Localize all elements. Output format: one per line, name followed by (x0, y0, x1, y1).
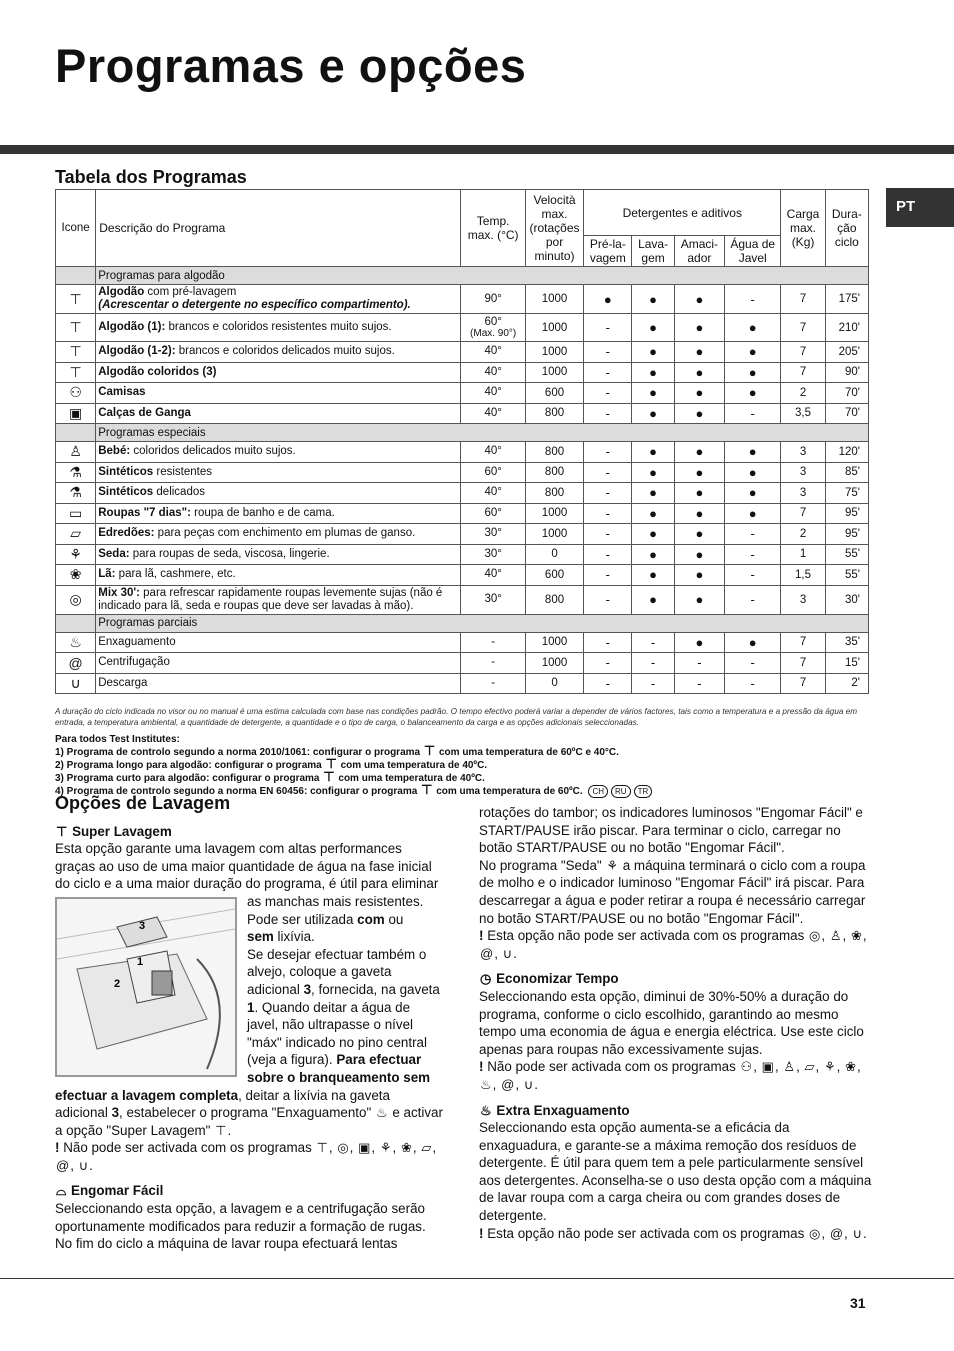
bleach-cell: ● (725, 483, 781, 504)
pre-cell: - (584, 383, 632, 404)
program-row (56, 362, 869, 383)
soft-cell: ● (674, 362, 724, 383)
speed-cell: 0 (525, 673, 583, 694)
speed-cell: 600 (525, 565, 583, 586)
load-cell: 3,5 (781, 403, 825, 424)
duration-cell: 70' (825, 383, 868, 404)
program-row (56, 503, 869, 524)
soft-cell: ● (674, 632, 724, 653)
mix30-icon: ◎ (809, 1225, 821, 1241)
program-row (56, 314, 869, 342)
bleach-cell: - (725, 524, 781, 545)
program-description: Mix 30': para refrescar rapidamente roupas levemente sujas (não é indicado para lã, seda e roupas que deve ser lavadas à mão). (96, 585, 461, 614)
temp-cell: 40° (461, 383, 525, 404)
temp-cell: 40° (461, 442, 525, 463)
program-description: Sintéticos delicados (96, 483, 461, 504)
easy-iron-text-continued: rotações do tambor; os indicadores luminosos "Engomar Fácil" e START/PAUSE irão piscar. Para terminar o ciclo, carregar no botão START/PAUSE ou no botão "Engomar Fácil". (479, 805, 863, 856)
pre-cell: - (584, 342, 632, 363)
drain-icon: ∪ (56, 673, 96, 694)
soft-cell: ● (674, 342, 724, 363)
bleach-cell: ● (725, 632, 781, 653)
pre-cell: - (584, 442, 632, 463)
pre-cell: - (584, 632, 632, 653)
language-tab: PT (886, 188, 954, 227)
soft-cell: ● (674, 285, 724, 314)
wash-cell: ● (632, 503, 674, 524)
load-cell: 1,5 (781, 565, 825, 586)
wool-icon: ❀ (845, 1059, 856, 1075)
bleach-cell: - (725, 673, 781, 694)
wash-cell: ● (632, 544, 674, 565)
figure-label-1: 1 (137, 955, 144, 968)
mix30-icon: ◎ (337, 1140, 349, 1156)
pre-cell: - (584, 524, 632, 545)
temp-cell: 60° (461, 462, 525, 483)
speed-cell: 800 (525, 403, 583, 424)
speed-cell: 1000 (525, 503, 583, 524)
spin-icon: @ (56, 1157, 70, 1173)
program-description: Lã: para lã, cashmere, etc. (96, 565, 461, 586)
program-description: Bebé: coloridos delicados muito sujos. (96, 442, 461, 463)
rinse-icon: ♨ (480, 1102, 492, 1118)
temp-cell: 60° (461, 503, 525, 524)
temp-cell: 90° (461, 285, 525, 314)
test-institutes-notes (55, 734, 875, 798)
options-right-column (479, 804, 874, 1242)
speed-cell: 1000 (525, 632, 583, 653)
footer-rule (0, 1278, 954, 1279)
speed-cell: 1000 (525, 342, 583, 363)
clock-icon: ◷ (480, 971, 492, 987)
pre-cell: - (584, 653, 632, 674)
time-saver-text: Seleccionando esta opção, diminui de 30%-50% a duração do programa, conforme o ciclo escolhido, garantindo ao mesmo tempo uma economia de água e energia eléctrica. Use este ciclo apenas para roupas não excessivamente sujas. (479, 988, 864, 1057)
bleach-cell: - (725, 653, 781, 674)
speed-cell: 600 (525, 383, 583, 404)
program-description: Calças de Ganga (96, 403, 461, 424)
header-bleach: Água de Javel (725, 236, 781, 267)
bleach-cell: - (725, 585, 781, 614)
easy-iron-text: Seleccionando esta opção, a lavagem e a centrifugação serão oportunamente modificados para reduzir a formação de rugas. No fim do ciclo a máquina de lavar roupa efectuará lentas (55, 1201, 426, 1252)
program-description: Roupas "7 dias": roupa de banho e de cama. (96, 503, 461, 524)
cotton-icon: ⊤ (56, 314, 96, 342)
duration-cell: 2' (825, 673, 868, 694)
program-row (56, 462, 869, 483)
load-cell: 7 (781, 503, 825, 524)
cotton-colours-icon: ⊤ (323, 769, 335, 784)
cotton-prewash-icon: ⊤ (316, 1140, 328, 1156)
rinse-icon: ♨ (480, 1076, 492, 1092)
wash-cell: ● (632, 483, 674, 504)
drain-icon: ∪ (502, 945, 513, 961)
speed-cell: 800 (525, 462, 583, 483)
shirts-icon: ⚇ (740, 1059, 753, 1075)
silk-icon: ⚘ (823, 1059, 836, 1075)
wool-icon: ❀ (850, 928, 862, 944)
temp-cell: 40° (461, 565, 525, 586)
duration-cell: 205' (825, 342, 868, 363)
wash-cell: ● (632, 565, 674, 586)
mix30-icon: ◎ (809, 928, 821, 944)
program-description: Algodão coloridos (3) (96, 362, 461, 383)
pre-cell: - (584, 544, 632, 565)
time-saver-heading: ◷ Economizar Tempo (480, 971, 619, 987)
duration-cell: 175' (825, 285, 868, 314)
wash-cell: ● (632, 403, 674, 424)
program-row (56, 653, 869, 674)
program-description: Sintéticos resistentes (96, 462, 461, 483)
temp-cell: 30° (461, 524, 525, 545)
cotton-prewash-icon: ⊤ (56, 285, 96, 314)
soft-cell: ● (674, 565, 724, 586)
spin-icon: @ (829, 1225, 844, 1241)
temp-cell: 40° (461, 483, 525, 504)
load-cell: 7 (781, 673, 825, 694)
load-cell: 7 (781, 653, 825, 674)
header-wash: Lava-gem (632, 236, 674, 267)
header-temp: Temp. max. (°C) (461, 190, 525, 267)
jeans-icon: ▣ (761, 1059, 774, 1075)
duration-cell: 75' (825, 483, 868, 504)
pre-cell: - (584, 462, 632, 483)
cotton-icon: ⊤ (421, 782, 433, 797)
rinse-icon: ♨ (375, 1105, 388, 1121)
load-cell: 3 (781, 442, 825, 463)
temp-cell: 30° (461, 585, 525, 614)
header-softener: Amaci-ador (674, 236, 724, 267)
speed-cell: 800 (525, 483, 583, 504)
program-row (56, 585, 869, 614)
pre-cell: - (584, 565, 632, 586)
spin-icon: @ (56, 653, 96, 674)
bleach-cell: - (725, 285, 781, 314)
temp-cell: 60° (Max. 90°) (461, 314, 525, 342)
bleach-cell: ● (725, 383, 781, 404)
duration-cell: 95' (825, 503, 868, 524)
duration-cell: 15' (825, 653, 868, 674)
program-row (56, 632, 869, 653)
speed-cell: 1000 (525, 285, 583, 314)
load-cell: 2 (781, 383, 825, 404)
duvet-icon: ▱ (804, 1059, 815, 1075)
baby-icon: ♙ (56, 442, 96, 463)
page-number: 31 (850, 1295, 866, 1311)
load-cell: 7 (781, 632, 825, 653)
wash-cell: ● (632, 342, 674, 363)
test-note-3: 3) Programa curto para algodão: configurar o programa ⊤ com uma temperatura de 40ºC. (55, 769, 485, 784)
duration-cell: 55' (825, 544, 868, 565)
duration-footnote: A duração do ciclo indicada no visor ou no manual é uma estima calculada com base nas condições padrão. O tempo efectivo poderá variar a depender de vários factores, tais como a temperatura e a pressão da água em entrada, a temperatura ambiental, a quantidade de detergente, a quantidade e o tipo de carga, o balanceamento da carga e as opções adicionais seleccionadas. (55, 707, 858, 727)
duration-cell: 90' (825, 362, 868, 383)
spin-icon: @ (480, 945, 494, 961)
duration-cell: 30' (825, 585, 868, 614)
program-row (56, 673, 869, 694)
program-row (56, 403, 869, 424)
pre-cell: - (584, 483, 632, 504)
temp-cell: - (461, 673, 525, 694)
program-row (56, 544, 869, 565)
super-wash-icon: ⊤ (56, 823, 68, 839)
soft-cell: ● (674, 383, 724, 404)
soft-cell: ● (674, 462, 724, 483)
program-description: Camisas (96, 383, 461, 404)
group-row (56, 614, 869, 632)
speed-cell: 1000 (525, 653, 583, 674)
pre-cell: - (584, 403, 632, 424)
duration-cell: 70' (825, 403, 868, 424)
page-title: Programas e opções (55, 39, 527, 92)
bleach-cell: ● (725, 342, 781, 363)
header-detergents: Detergentes e aditivos (584, 190, 781, 236)
duration-cell: 35' (825, 632, 868, 653)
cotton-icon: ⊤ (423, 743, 436, 758)
program-row (56, 442, 869, 463)
country-badge-ru: RU (611, 785, 631, 798)
wash-cell: ● (632, 462, 674, 483)
temp-cell: 40° (461, 403, 525, 424)
baby-icon: ♙ (783, 1059, 796, 1075)
speed-cell: 800 (525, 585, 583, 614)
header-duration: Dura-ção ciclo (825, 190, 868, 267)
drain-icon: ∪ (852, 1225, 862, 1241)
figure-label-2: 2 (114, 977, 121, 990)
speed-cell: 1000 (525, 314, 583, 342)
load-cell: 7 (781, 285, 825, 314)
super-wash-text: Esta opção garante uma lavagem com altas performances graças ao uso de uma maior quantidade de água na fase inicial do ciclo e a uma maior duração do programa, é útil para 3 1 2 eliminar as manchas mais resistentes. Pode ser utilizada com ou sem lixívia. Se desejar efectuar também o alvejo, coloque a gaveta adicional 3, fornecida, na gaveta 1. Quando deitar a água de javel, não ultrapasse o nível "máx" indicado no pino central (veja a figura). Para efectuar sobre o branqueamento sem efectuar a lavagem completa, deitar a lixívia na gaveta adicional 3, estabelecer o programa "Enxaguamento" ♨ e activar a opção "Super Lavagem" ⊤. ! Não pode ser activada com os programas ⊤, ◎, ▣, ⚘, ❀, ▱, @, ∪. (55, 841, 443, 1173)
time-saver-warning: ! Não pode ser activada com os programas ⚇, ▣, ♙, ▱, ⚘, ❀, ♨, @, ∪. (479, 1059, 861, 1092)
cotton-icon: ⊤ (56, 342, 96, 363)
load-cell: 1 (781, 544, 825, 565)
soft-cell: - (674, 673, 724, 694)
header-rule (0, 145, 954, 154)
test-note-2: 2) Programa longo para algodão: configurar o programa ⊤ com uma temperatura de 40ºC. (55, 756, 488, 771)
soft-cell: ● (674, 403, 724, 424)
mix30-icon: ◎ (56, 585, 96, 614)
load-cell: 3 (781, 585, 825, 614)
baby-icon: ♙ (829, 928, 842, 944)
bleach-cell: ● (725, 462, 781, 483)
speed-cell: 0 (525, 544, 583, 565)
options-left-column (55, 795, 445, 1253)
group-row (56, 424, 869, 442)
group-row (56, 267, 869, 285)
silk-icon: ⚘ (379, 1140, 392, 1156)
extra-rinse-warning: ! Esta opção não pode ser activada com os programas ◎, @, ∪. (479, 1225, 867, 1241)
wash-cell: - (632, 673, 674, 694)
load-cell: 3 (781, 483, 825, 504)
program-row (56, 383, 869, 404)
program-description: Enxaguamento (96, 632, 461, 653)
programs-table (55, 189, 869, 694)
easy-iron-warning: ! Esta opção não pode ser activada com os programas ◎, ♙, ❀, @, ∪. (479, 928, 867, 961)
soft-cell: ● (674, 585, 724, 614)
pre-cell: - (584, 362, 632, 383)
figure-label-3: 3 (139, 919, 146, 932)
temp-cell: 30° (461, 544, 525, 565)
wash-cell: ● (632, 524, 674, 545)
program-description: Centrifugação (96, 653, 461, 674)
program-row (56, 524, 869, 545)
drain-icon: ∪ (78, 1157, 89, 1173)
speed-cell: 1000 (525, 524, 583, 545)
header-icon: Icone (56, 190, 96, 267)
program-description: Seda: para roupas de seda, viscosa, lingerie. (96, 544, 461, 565)
cotton-icon: ⊤ (325, 756, 337, 771)
wash-cell: ● (632, 383, 674, 404)
jeans-icon: ▣ (358, 1140, 371, 1156)
load-cell: 3 (781, 462, 825, 483)
bleach-cell: ● (725, 362, 781, 383)
test-heading: Para todos Test Institutes: (55, 734, 180, 745)
jeans-icon: ▣ (56, 403, 96, 424)
soft-cell: ● (674, 503, 724, 524)
program-description: Algodão com pré-lavagem (Acrescentar o detergente no específico compartimento). (96, 285, 461, 314)
speed-cell: 1000 (525, 362, 583, 383)
program-row (56, 565, 869, 586)
soft-cell: ● (674, 544, 724, 565)
wash-cell: ● (632, 585, 674, 614)
wash-cell: ● (632, 362, 674, 383)
silk-icon: ⚘ (56, 544, 96, 565)
pre-cell: - (584, 585, 632, 614)
program-row (56, 483, 869, 504)
group-label: Programas para algodão (96, 267, 869, 285)
spin-icon: @ (501, 1076, 515, 1092)
drain-icon: ∪ (523, 1076, 534, 1092)
pre-cell: - (584, 503, 632, 524)
duration-cell: 120' (825, 442, 868, 463)
easy-iron-silk-note: No programa "Seda" ⚘ a máquina terminará o ciclo com a roupa de molho e o indicador luminoso "Engomar Fácil" irá piscar. Para descarregar a água e poder retirar a roupa é necessário carregar no botão START/PAUSE ou no botão "Engomar Fácil". (479, 857, 866, 926)
speed-cell: 800 (525, 442, 583, 463)
synthetics-icon: ⚗ (56, 462, 96, 483)
duration-cell: 55' (825, 565, 868, 586)
cotton-colours-icon: ⊤ (56, 362, 96, 383)
test-note-4: 4) Programa de controlo segundo a norma EN 60456: configurar o programa ⊤ com uma temperatura de 60ºC. CH RU TR (55, 784, 875, 798)
duration-cell: 85' (825, 462, 868, 483)
header-description: Descrição do Programa (96, 190, 461, 267)
bleach-cell: - (725, 403, 781, 424)
temp-cell: 40° (461, 342, 525, 363)
load-cell: 2 (781, 524, 825, 545)
soft-cell: - (674, 653, 724, 674)
wash-cell: ● (632, 442, 674, 463)
detergent-drawer-figure (55, 897, 237, 1077)
header-load: Carga max. (Kg) (781, 190, 825, 267)
bleach-cell: ● (725, 503, 781, 524)
load-cell: 7 (781, 362, 825, 383)
bleach-cell: ● (725, 442, 781, 463)
silk-icon: ⚘ (606, 857, 619, 873)
duvet-icon: ▱ (421, 1140, 432, 1156)
easy-iron-heading: ⌓ Engomar Fácil (56, 1183, 164, 1199)
temp-cell: 40° (461, 362, 525, 383)
pre-cell: - (584, 314, 632, 342)
shirts-icon: ⚇ (56, 383, 96, 404)
test-note-1: 1) Programa de controlo segundo a norma 2010/1061: configurar o programa ⊤ com uma temperatura de 60ºC e 40°C. (55, 743, 619, 758)
wash-cell: - (632, 632, 674, 653)
wash-cell: ● (632, 285, 674, 314)
program-description: Algodão (1): brancos e coloridos resistentes muito sujos. (96, 314, 461, 342)
pre-cell: - (584, 673, 632, 694)
program-row (56, 342, 869, 363)
wash-cell: ● (632, 314, 674, 342)
soft-cell: ● (674, 314, 724, 342)
synthetics-delicate-icon: ⚗ (56, 483, 96, 504)
load-cell: 7 (781, 342, 825, 363)
group-label: Programas especiais (96, 424, 869, 442)
duvet-icon: ▱ (56, 524, 96, 545)
bleach-cell: - (725, 544, 781, 565)
duration-cell: 95' (825, 524, 868, 545)
group-label: Programas parciais (96, 614, 869, 632)
super-wash-icon: ⊤ (215, 1122, 227, 1138)
bleach-cell: - (725, 565, 781, 586)
wash-cell: - (632, 653, 674, 674)
header-speed: Velocità max. (rotações por minuto) (525, 190, 583, 267)
extra-rinse-heading: ♨ Extra Enxaguamento (480, 1102, 630, 1118)
duration-cell: 210' (825, 314, 868, 342)
extra-rinse-text: Seleccionando esta opção aumenta-se a eficácia da enxaguadura, e garante-se a máxima remoção dos resíduos de detergente. É útil para quem tem a pele particularmente sensível aos detergentes. Aconselha-se o uso desta opção com a máquina de lavar roupa com a carga cheira ou com grandes doses de detergente. (479, 1120, 872, 1224)
program-description: Algodão (1-2): brancos e coloridos delicados muito sujos. (96, 342, 461, 363)
country-badge-ch: CH (588, 785, 608, 798)
super-wash-heading: ⊤ Super Lavagem (56, 823, 172, 839)
soft-cell: ● (674, 483, 724, 504)
program-row (56, 285, 869, 314)
bleach-cell: ● (725, 314, 781, 342)
wool-icon: ❀ (400, 1140, 412, 1156)
soft-cell: ● (674, 442, 724, 463)
header-prewash: Pré-la-vagem (584, 236, 632, 267)
rinse-icon: ♨ (56, 632, 96, 653)
options-title: Opções de Lavagem (55, 793, 231, 813)
iron-icon: ⌓ (56, 1183, 67, 1199)
table-title: Tabela dos Programas (55, 167, 247, 187)
temp-cell: - (461, 632, 525, 653)
program-description: Edredões: para peças com enchimento em plumas de ganso. (96, 524, 461, 545)
country-badge-tr: TR (634, 785, 653, 798)
soft-cell: ● (674, 524, 724, 545)
load-cell: 7 (781, 314, 825, 342)
seven-days-icon: ▭ (56, 503, 96, 524)
wool-icon: ❀ (56, 565, 96, 586)
temp-cell: - (461, 653, 525, 674)
pre-cell: ● (584, 285, 632, 314)
program-description: Descarga (96, 673, 461, 694)
